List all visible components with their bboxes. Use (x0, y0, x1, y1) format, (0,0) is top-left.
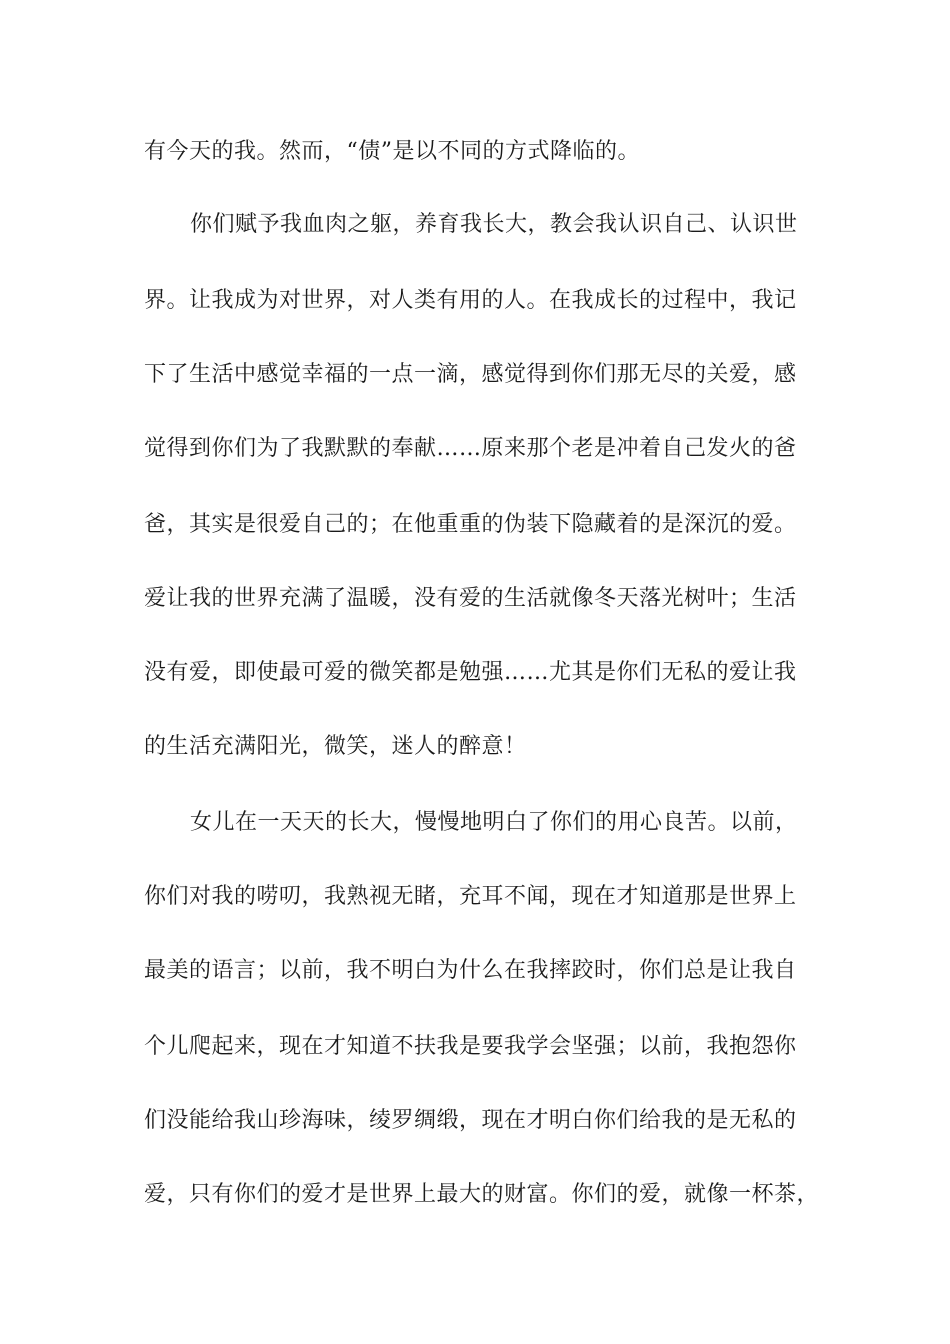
text-line: 爱让我的世界充满了温暖，没有爱的生活就像冬天落光树叶；生活 (144, 586, 797, 611)
text-line: 个儿爬起来，现在才知道不扶我是要我学会坚强；以前，我抱怨你 (144, 1034, 797, 1059)
text-line: 没有爱，即使最可爱的微笑都是勉强……尤其是你们无私的爱让我 (144, 660, 797, 685)
paragraph-start-line: 你们赋予我血肉之躯，养育我长大，教会我认识自己、认识世 (190, 212, 798, 237)
text-line: 爱，只有你们的爱才是世界上最大的财富。你们的爱，就像一杯茶， (144, 1182, 820, 1207)
text-line: 有今天的我。然而，“债”是以不同的方式降临的。 (144, 139, 640, 164)
text-line: 界。让我成为对世界，对人类有用的人。在我成长的过程中，我记 (144, 288, 797, 313)
text-line: 爸，其实是很爱自己的；在他重重的伪装下隐藏着的是深沉的爱。 (144, 512, 797, 537)
text-line: 下了生活中感觉幸福的一点一滴，感觉得到你们那无尽的关爱，感 (144, 362, 797, 387)
paragraph-start-line: 女儿在一天天的长大，慢慢地明白了你们的用心良苦。以前， (190, 810, 798, 835)
text-line: 觉得到你们为了我默默的奉献……原来那个老是冲着自己发火的爸 (144, 436, 797, 461)
text-line: 们没能给我山珍海味，绫罗绸缎，现在才明白你们给我的是无私的 (144, 1108, 797, 1133)
text-line: 你们对我的唠叨，我熟视无睹，充耳不闻，现在才知道那是世界上 (144, 884, 797, 909)
text-line: 的生活充满阳光，微笑，迷人的醉意！ (144, 734, 527, 759)
text-line: 最美的语言；以前，我不明白为什么在我摔跤时，你们总是让我自 (144, 958, 797, 983)
